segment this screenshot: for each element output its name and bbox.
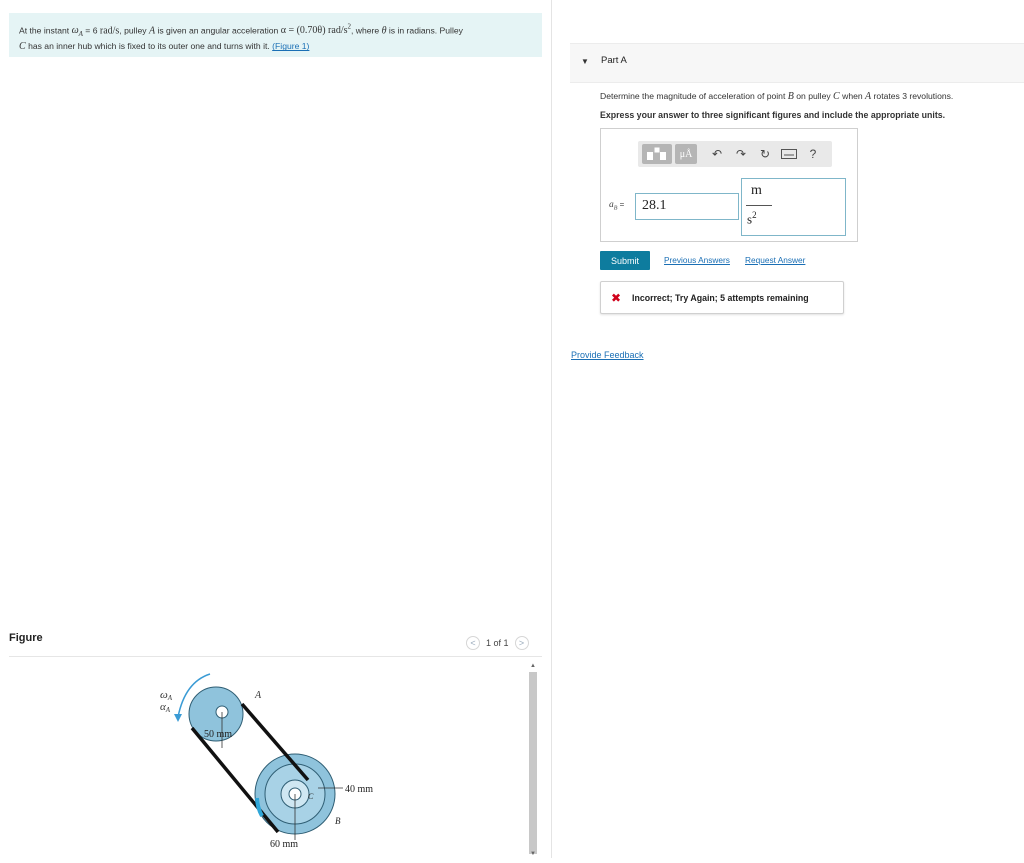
- pulley-c-symbol: C: [19, 41, 26, 53]
- problem-text-6: has an inner hub which is fixed to its outer one and turns with it.: [28, 41, 270, 52]
- keyboard-icon[interactable]: [777, 144, 801, 164]
- right-panel: [552, 0, 1024, 858]
- chevron-right-icon: >: [518, 638, 525, 648]
- chevron-left-icon: <: [470, 638, 476, 648]
- figure-divider: [9, 656, 542, 657]
- figure-scrollbar[interactable]: [526, 660, 540, 858]
- rotation-arrowhead: [174, 714, 182, 722]
- pulley-figure: [140, 662, 400, 858]
- figure-pager: [466, 634, 529, 652]
- problem-text-3: is given an angular acceleration: [157, 25, 279, 36]
- problem-text-5: is in radians. Pulley: [388, 25, 463, 36]
- undo-icon[interactable]: ↶: [711, 147, 723, 161]
- pulley-diagram: [140, 662, 400, 858]
- point-b-label: B: [335, 816, 341, 826]
- problem-statement: [9, 13, 542, 57]
- answer-unit-input[interactable]: [741, 178, 846, 236]
- answer-value-input[interactable]: 28.1: [635, 193, 739, 220]
- previous-answers-link[interactable]: Previous Answers: [664, 255, 730, 265]
- scroll-up-arrow-icon[interactable]: ▲: [530, 663, 536, 669]
- next-figure-button[interactable]: [515, 636, 529, 650]
- omega-unit: rad/s: [99, 25, 120, 37]
- question-text: Determine the magnitude of acceleration of point B on pulley C when A rotates 3 revolutions.: [600, 91, 954, 102]
- pager-text: 1 of 1: [486, 638, 509, 648]
- figure-link[interactable]: (Figure 1): [272, 41, 310, 52]
- omega-label: ωA: [160, 689, 173, 702]
- scroll-down-arrow-icon[interactable]: ▼: [530, 851, 536, 857]
- dim-50-label: 50 mm: [204, 729, 233, 740]
- dim-40-label: 40 mm: [345, 784, 374, 795]
- unit-fraction-bar: [746, 205, 772, 206]
- figure-heading: Figure: [9, 632, 43, 644]
- unit-numerator: m: [751, 183, 762, 198]
- provide-feedback-link[interactable]: Provide Feedback: [571, 350, 644, 360]
- problem-text-1: At the instant: [19, 25, 70, 36]
- unit-denominator: $s^2$: [747, 210, 757, 227]
- point-c-label: C: [308, 792, 314, 801]
- answer-box: [600, 128, 858, 242]
- pulley-a-symbol: A: [148, 25, 156, 37]
- templates-button[interactable]: [642, 144, 672, 164]
- help-button[interactable]: ?: [809, 147, 817, 161]
- reset-icon[interactable]: ↻: [759, 147, 771, 161]
- collapse-caret-icon[interactable]: ▼: [581, 57, 589, 66]
- answer-instruction: Express your answer to three significant figures and include the appropriate units.: [600, 110, 946, 120]
- theta-symbol: θ: [381, 25, 387, 37]
- alpha-label: αA: [160, 701, 171, 714]
- dim-60-label: 60 mm: [270, 839, 299, 850]
- omega-symbol: $\omega_A$: [71, 25, 83, 39]
- problem-text-2: , pulley: [119, 25, 147, 36]
- point-a-label: A: [255, 690, 262, 701]
- omega-value: = 6: [85, 25, 98, 36]
- math-toolbar: [638, 141, 832, 167]
- units-button[interactable]: μÅ: [675, 144, 697, 164]
- part-a-header[interactable]: [570, 43, 1024, 83]
- feedback-text: Incorrect; Try Again; 5 attempts remaining: [632, 293, 809, 303]
- feedback-message: [600, 281, 844, 314]
- request-answer-link[interactable]: Request Answer: [745, 255, 806, 265]
- incorrect-x-icon: ✖: [611, 291, 622, 305]
- problem-text-4: , where: [351, 25, 380, 36]
- templates-icon: [646, 147, 668, 161]
- part-title: Part A: [601, 55, 627, 66]
- scrollbar-thumb[interactable]: [529, 672, 537, 854]
- alpha-expression: α = (0.70θ) rad/$s^2$: [280, 23, 351, 37]
- redo-icon[interactable]: ↷: [735, 147, 747, 161]
- pulley-a-symbol-q: A: [865, 91, 872, 102]
- submit-button[interactable]: Submit: [600, 251, 650, 270]
- prev-figure-button[interactable]: [466, 636, 480, 650]
- pulley-c-symbol-q: C: [833, 91, 840, 102]
- point-b-symbol: B: [787, 91, 794, 102]
- answer-label: $a_B$ =: [609, 200, 625, 212]
